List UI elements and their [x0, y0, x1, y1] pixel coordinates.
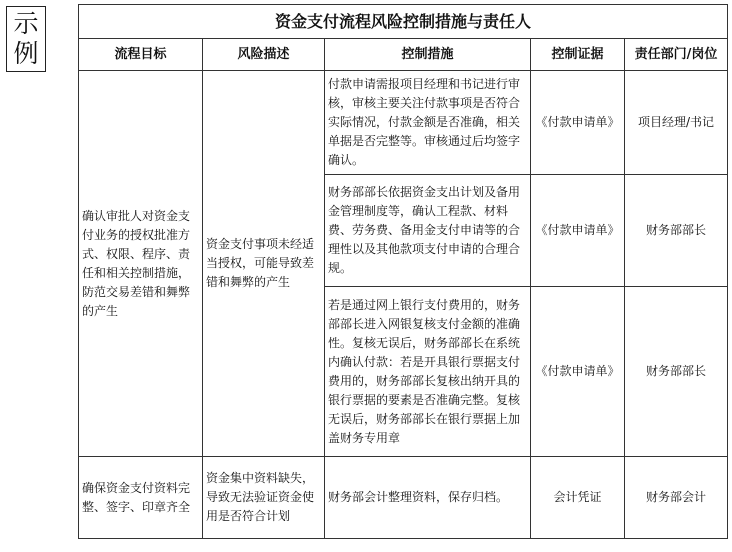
evidence-cell: 《付款申请单》 — [531, 71, 625, 175]
header-goal: 流程目标 — [79, 39, 203, 71]
table-row — [79, 457, 728, 539]
owner-cell: 财务部部长 — [625, 175, 728, 287]
header-row — [79, 39, 728, 71]
header-risk: 风险描述 — [203, 39, 325, 71]
risk-control-table — [78, 4, 728, 539]
header-evidence: 控制证据 — [531, 39, 625, 71]
goal-cell: 确保资金支付资料完整、签字、印章齐全 — [79, 457, 203, 539]
table-title: 资金支付流程风险控制措施与责任人 — [79, 5, 728, 39]
risk-cell: 资金支付事项未经适当授权，可能导致差错和舞弊的产生 — [203, 71, 325, 457]
header-owner: 责任部门/岗位 — [625, 39, 728, 71]
example-label — [6, 6, 46, 72]
example-label-char-1: 示 — [13, 9, 39, 38]
goal-cell: 确认审批人对资金支付业务的授权批准方式、权限、程序、责任和相关控制措施，防范交易差错和舞弊的产生 — [79, 71, 203, 457]
measure-cell: 财务部部长依据资金支出计划及备用金管理制度等，确认工程款、材料费、劳务费、备用金支付申请等的合理性以及其他款项支付申请的合理合规。 — [325, 175, 531, 287]
measure-cell: 财务部会计整理资料，保存归档。 — [325, 457, 531, 539]
header-measure: 控制措施 — [325, 39, 531, 71]
table-row — [79, 71, 728, 175]
measure-cell: 付款申请需报项目经理和书记进行审核，审核主要关注付款事项是否符合实际情况，付款金额是否准确，相关单据是否完整等。审核通过后均签字确认。 — [325, 71, 531, 175]
owner-cell: 项目经理/书记 — [625, 71, 728, 175]
example-label-char-2: 例 — [13, 39, 39, 68]
evidence-cell: 《付款申请单》 — [531, 287, 625, 457]
measure-cell: 若是通过网上银行支付费用的，财务部部长进入网银复核支付金额的准确性。复核无误后，财务部部长在系统内确认付款：若是开具银行票据支付费用的，财务部部长复核出纳开具的银行票据的要素是否准确完整。复核无误后，财务部部长在银行票据上加盖财务专用章 — [325, 287, 531, 457]
risk-cell: 资金集中资料缺失，导致无法验证资金使用是否符合计划 — [203, 457, 325, 539]
owner-cell: 财务部部长 — [625, 287, 728, 457]
owner-cell: 财务部会计 — [625, 457, 728, 539]
evidence-cell: 会计凭证 — [531, 457, 625, 539]
evidence-cell: 《付款申请单》 — [531, 175, 625, 287]
